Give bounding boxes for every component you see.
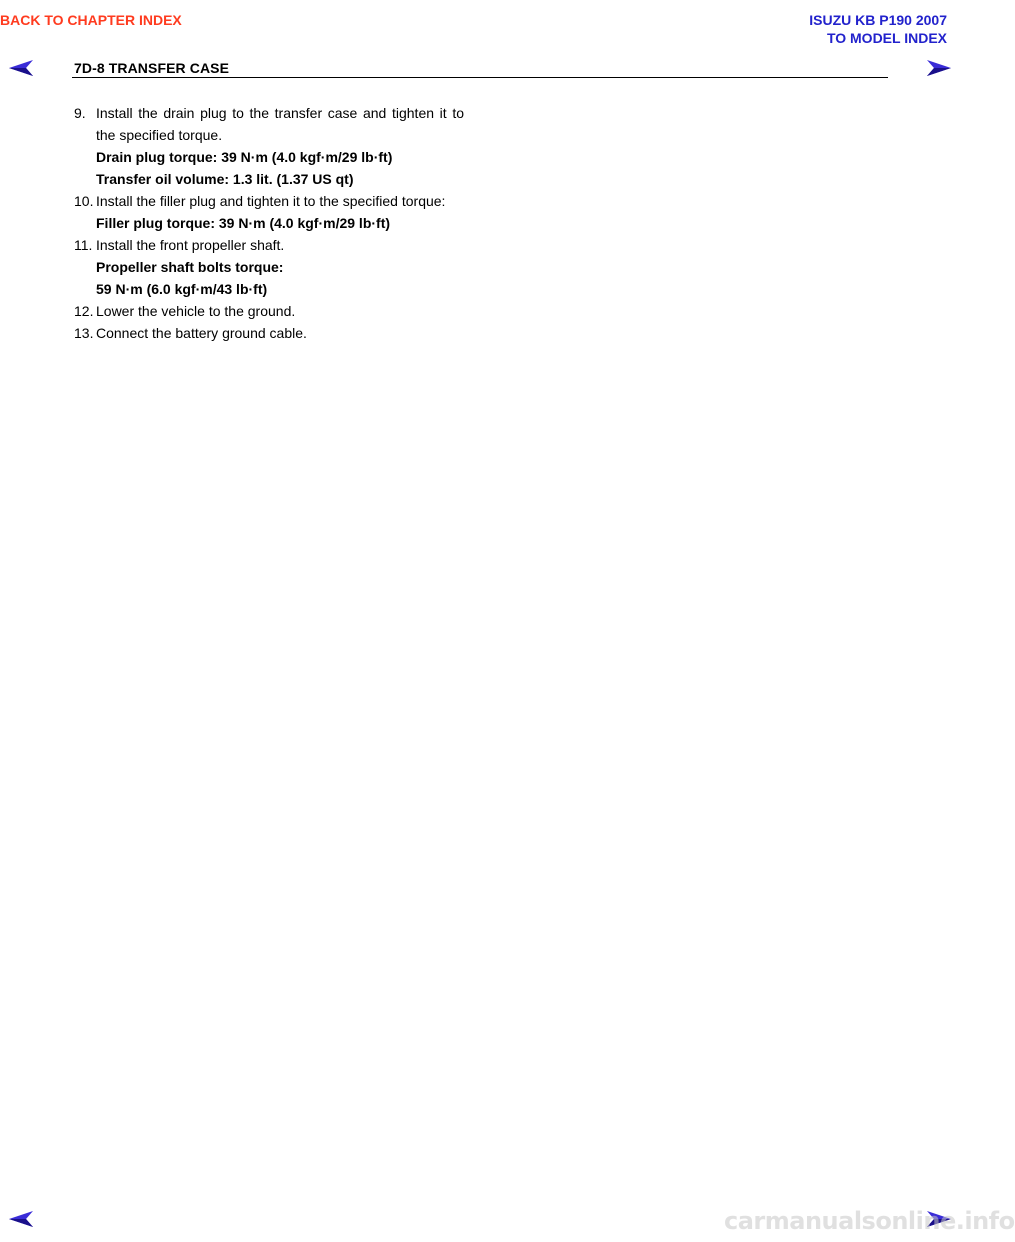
step-text: Lower the vehicle to the ground. [96, 303, 296, 319]
step-item [74, 234, 464, 256]
step-item [74, 190, 464, 212]
step-item [74, 322, 464, 344]
spec-value: 59 N·m (6.0 kgf·m/43 lb·ft) [96, 281, 268, 297]
header-rule [72, 77, 888, 78]
step-item [74, 300, 464, 322]
to-model-index-link[interactable]: TO MODEL INDEX [826, 30, 947, 46]
step-number: 11. [74, 237, 93, 253]
step-item [74, 102, 464, 146]
back-to-chapter-index-link[interactable]: BACK TO CHAPTER INDEX [0, 12, 182, 28]
arrow-left-icon[interactable] [8, 1210, 34, 1228]
spec-value: Propeller shaft bolts torque: [96, 259, 284, 275]
step-text: Install the filler plug and tighten it to the specified torque: [96, 193, 446, 209]
arrow-right-icon[interactable] [926, 59, 952, 77]
procedure-steps [74, 102, 464, 344]
arrow-left-icon[interactable] [8, 59, 34, 77]
step-text: Connect the battery ground cable. [96, 325, 307, 341]
spec-value: Filler plug torque: 39 N·m (4.0 kgf·m/29 lb·ft) [96, 215, 391, 231]
step-number: 9. [74, 105, 86, 121]
section-header: 7D-8 TRANSFER CASE [74, 60, 230, 76]
step-text: Install the drain plug to the transfer case and tighten it to the specified torque. [96, 105, 464, 143]
step-number: 13. [74, 325, 94, 341]
watermark-text: carmanualsonline.info [724, 1207, 1015, 1235]
step-number: 10. [74, 193, 94, 209]
spec-value: Drain plug torque: 39 N·m (4.0 kgf·m/29 lb·ft) [96, 149, 393, 165]
step-number: 12. [74, 303, 94, 319]
step-text: Install the front propeller shaft. [96, 237, 285, 253]
model-title-link[interactable]: ISUZU KB P190 2007 [809, 12, 947, 28]
spec-value: Transfer oil volume: 1.3 lit. (1.37 US qt) [96, 171, 354, 187]
